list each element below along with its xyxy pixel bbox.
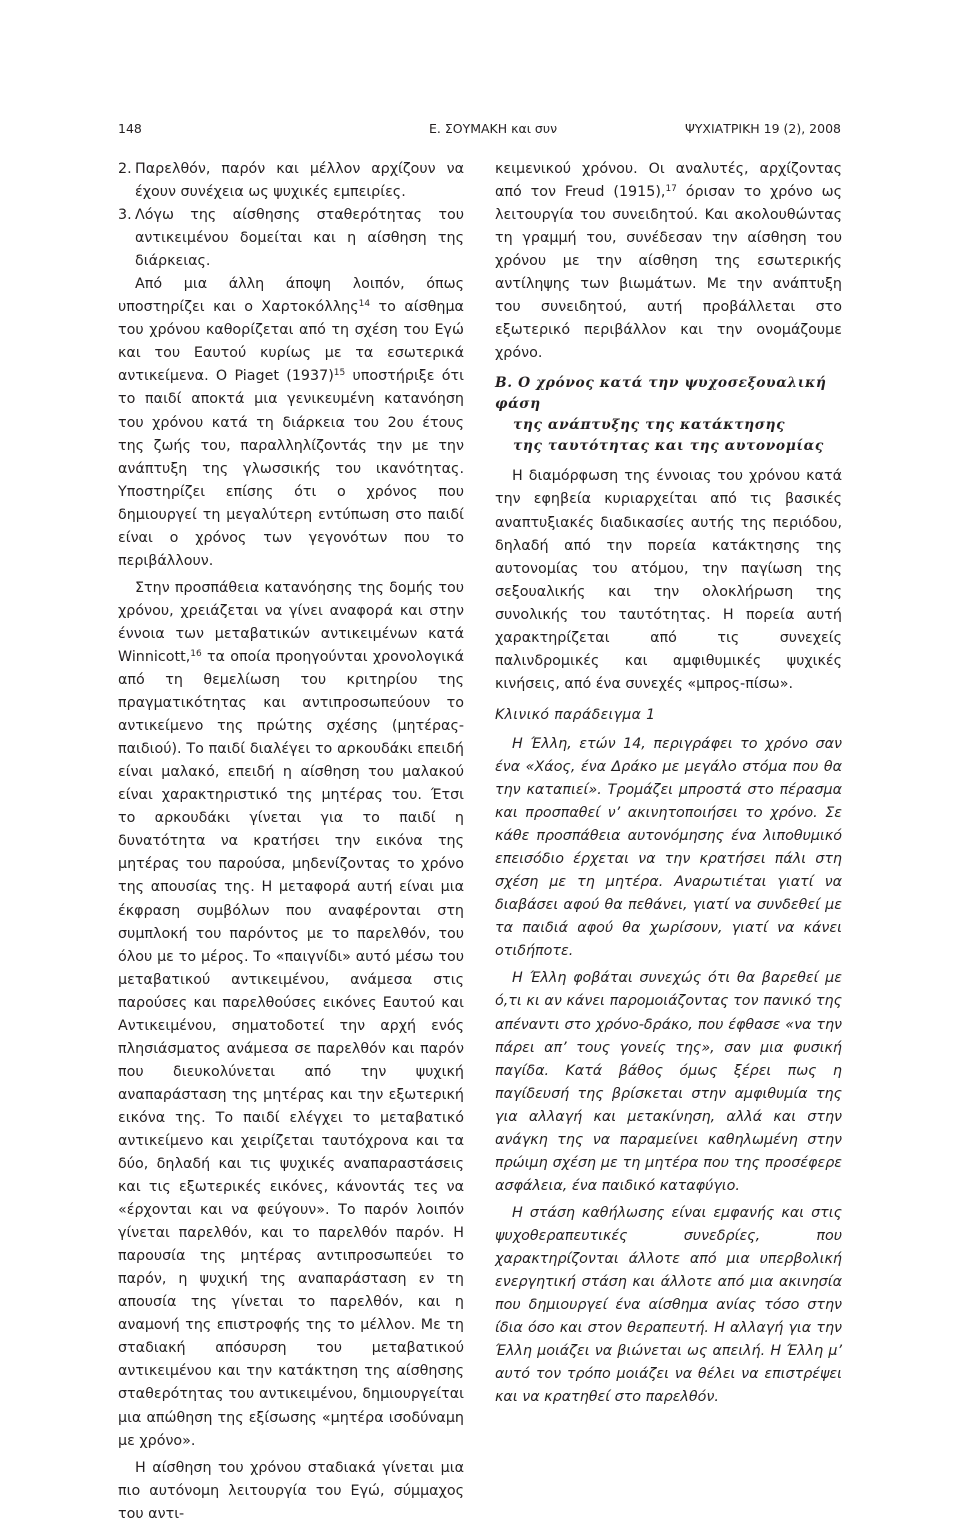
reference-superscript: 14 <box>358 299 371 310</box>
list-item <box>118 158 464 204</box>
body-paragraph: κειμενικού χρόνου. Οι αναλυτές, αρχίζοντας από τον Freud (1915),$^{17}$ όρισαν το χρόνο ως λειτουργία του συνειδητού. Και ακολουθώντας τη γραμμή του, συνέδεσαν την αίσθηση του χρόνου με την αίσθηση της εσωτερικής αντίληψης των βιωμάτων. Με την ανάπτυξη του συνειδητού, αυτή προβάλλεται στο εξωτερικό περιβάλλον και την ονομάζουμε χρόνο. <box>495 161 842 362</box>
list-text: Παρελθόν, παρόν και μέλλον αρχίζουν να έχουν συνέχεια ως ψυχικές εμπειρίες. <box>135 161 464 201</box>
list-number: 3. <box>118 207 132 224</box>
body-paragraph: Η αίσθηση του χρόνου σταδιακά γίνεται μια πιο αυτόνομη λειτουργία του Εγώ, σύμμαχος του αντι- <box>118 1459 464 1522</box>
section-heading-line: της ανάπτυξης της κατάκτησης <box>513 417 786 434</box>
section-heading-line: της ταυτότητας και της αυτονομίας <box>513 438 824 455</box>
running-authors: Ε. ΣΟΥΜΑΚΗ και συν <box>429 121 558 136</box>
list-item <box>118 204 464 273</box>
section-heading <box>495 373 842 457</box>
list-number: 2. <box>118 161 132 177</box>
running-header <box>118 121 841 139</box>
right-column <box>495 158 842 1409</box>
case-paragraph: Η Έλλη, ετών 14, περιγράφει το χρόνο σαν ένα «Χάος, ένα Δράκο με μεγάλο στόμα που θα την καταπιεί». Τρομάζει μπροστά στο πέρασμα και προσπαθεί ν’ ακινητοποιήσει το χρόνο. Σε κάθε προσπάθεια αυτονόμησης ένα λιποθυμικό επεισόδιο έρχεται να την κρατήσει πάλι στη σχέση με τη μητέρα. Αναρωτιέται γιατί να διαβάσει αφού θα πεθάνει, γιατί να συνδεθεί με τα παιδιά αφού θα χωρίσουν, γιατί να κάνει οτιδήποτε. <box>495 735 842 960</box>
reference-superscript: 15 <box>333 368 346 379</box>
section-heading-line: Β. Ο χρόνος κατά την ψυχοσεξουαλική φάση <box>495 375 827 413</box>
case-example-title: Κλινικό παράδειγμα 1 <box>495 706 656 723</box>
case-paragraph: Η στάση καθήλωσης είναι εμφανής και στις ψυχοθεραπευτικές συνεδρίες, που χαρακτηρίζονται άλλοτε από μια υπερβολική ενεργητική στάση και άλλοτε από μια ακινησία που δημιουργεί ένα αίσθημα ανίας τόσο στην ίδια όσο και στον θεραπευτή. Η αλλαγή για την Έλλη μοιάζει να βιώνεται ως απειλή. Η Έλλη μ’ αυτό τον τρόπο μοιάζει να θέλει να επιστρέψει και να κρατηθεί στο παρελθόν. <box>495 1204 842 1406</box>
body-paragraph: Στην προσπάθεια κατανόησης της δομής του χρόνου, χρειάζεται να γίνει αναφορά και στην έννοια των μεταβατικών αντικειμένων κατά Winnicott,$^{16}$ τα οποία προηγούνται χρονολογικά από τη θεμελίωση του κριτηρίου της πραγματικότητας και αντιπροσωπεύουν το αντικείμενο της πρώτης σχέσης (μητέρας-παιδιού). Το παιδί διαλέγει το αρκουδάκι επειδή είναι μαλακό, επειδή η αίσθηση του μαλακού είναι χαρακτηριστικό της μητέρας του. Έτσι το αρκουδάκι γίνεται για το παιδί η δυνατότητα να κρατήσει την εικόνα της μητέρας του παρούσα, μηδενίζοντας το χρόνο της απουσίας της. Η μεταφορά αυτή είναι μια έκφραση συμβόλων που αναφέρονται στη συμπλοκή του παρόντος με το παρελθόν, του όλου με το μέρος. Το «παιγνίδι» αυτό μέσω του μεταβατικού αντικειμένου, ανάμεσα στις παρούσες και παρελθούσες εικόνες Εαυτού και Αντικειμένου, σηματοδοτεί την αρχή ενός πλησιάσματος ανάμεσα σε παρελθόν και παρόν που διευκολύνεται από την ψυχική αναπαράσταση της μητέρας και την εξωτερική εικόνα της. Το παιδί ελέγχει το μεταβατικό αντικείμενο και χειρίζεται ταυτόχρονα και τα δύο, δηλαδή και τις ψυχικές αναπαραστάσεις και τις εξωτερικές εικόνες, κάνοντάς τες να «έρχονται και να φεύγουν». Το παρόν λοιπόν γίνεται παρελθόν, και το παρελθόν παρόν. Η παρουσία της μητέρας αντιπροσωπεύει το παρόν, η ψυχική της αναπαράσταση εν τη απουσία της γίνεται το παρελθόν, και η αναμονή της επιστροφής της το μέλλον. Με τη σταδιακή απόσυρση του μεταβατικού αντικειμένου και την κατάκτηση της αίσθησης σταθερότητας του αντικειμένου, δημιουργείται μια απώθηση της εξίσωσης «μητέρα ισοδύναμη με χρόνο». <box>118 579 464 1449</box>
case-paragraph: Η Έλλη φοβάται συνεχώς ότι θα βαρεθεί με ό,τι κι αν κάνει παρομοιάζοντας τον πανικό της απέναντι στο χρόνο-δράκο, που έφθασε «να την πάρει απ’ τους γονείς της», σαν μια φυσική παγίδα. Κατά βάθος όμως ξέρει πως η παγίδευσή της βρίσκεται στην αμφιθυμία της για αλλαγή και μετακίνηση, αλλά και στην ανάγκη της να παραμείνει καθηλωμένη στην πρώιμη σχέση με τη μητέρα που της προσέφερε ασφάλεια, ένα παιδικό καταφύγιο. <box>495 970 842 1194</box>
reference-superscript: 16 <box>190 649 202 660</box>
body-paragraph: Η διαμόρφωση της έννοιας του χρόνου κατά την εφηβεία κυριαρχείται από τις βασικές αναπτυξιακές διαδικασίες αυτής της περιόδου, δηλαδή από την πορεία κατάκτησης της αυτονομίας του ατόμου, την παγίωση της σεξουαλικής και την ολοκλήρωση της συνολικής του ταυτότητας. Η πορεία αυτή χαρακτηρίζεται από τις συνεχείς παλινδρομικές και αμφιθυμικές ψυχικές κινήσεις, από ένα συνεχές «μπρος-πίσω». <box>495 468 842 692</box>
list-text: Λόγω της αίσθησης σταθερότητας του αντικειμένου δομείται και η αίσθηση της διάρκειας. <box>135 207 464 270</box>
left-column <box>118 158 464 1526</box>
case-example <box>495 733 842 1409</box>
journal-citation: ΨΥΧΙΑΤΡΙΚΗ 19 (2), 2008 <box>684 121 841 136</box>
page-number: 148 <box>118 121 142 136</box>
body-paragraph: Από μια άλλη άποψη λοιπόν, όπως υποστηρίζει και ο Χαρτοκόλλης$^{14}$ το αίσθημα του χρόνου καθορίζεται από τη σχέση του Εγώ και του Εαυτού κυρίως με τα εσωτερικά αντικείμενα. Ο Piaget $(1937)^{15}$ υποστήριξε ότι το παιδί αποκτά μια γενικευμένη κατανόηση του χρόνου κατά τη διάρκεια του 2ου έτους της ζωής του, παραλληλίζοντάς την με την ανάπτυξη της γλωσσικής του ικανότητας. Υποστηρίζει επίσης ότι ο χρόνος που δημιουργεί τη μεγαλύτερη εντύπωση στο παιδί είναι ο χρόνος των γεγονότων που το περιβάλλουν. <box>118 276 464 569</box>
reference-superscript: 17 <box>665 184 677 195</box>
